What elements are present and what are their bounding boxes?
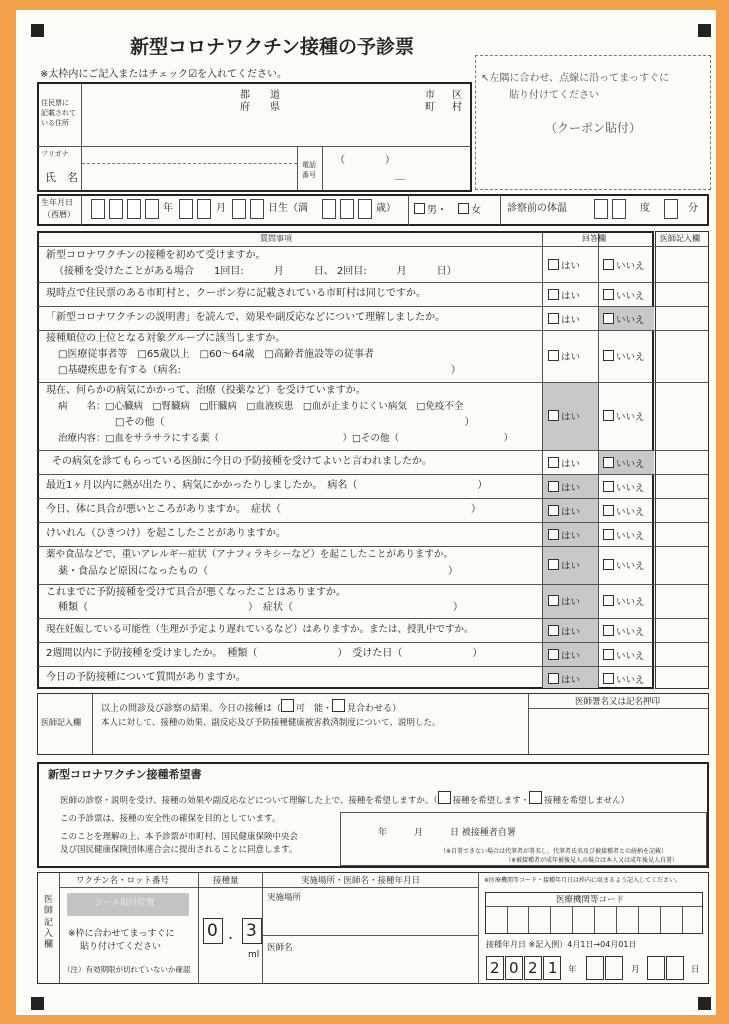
birth-day-digit[interactable] <box>232 199 246 219</box>
no-checkbox[interactable]: いいえ <box>603 595 645 608</box>
yes-checkbox[interactable]: はい <box>548 481 580 494</box>
year-digit: 2 <box>486 956 504 980</box>
no-checkbox[interactable]: いいえ <box>603 313 645 326</box>
question-text: 2週間以内に予防接種を受けましたか。 種類（ ） 受けた日（ ） <box>46 648 483 659</box>
birth-day-digit[interactable] <box>250 199 264 219</box>
day-digit[interactable] <box>666 956 684 980</box>
birth-month-digit[interactable] <box>179 199 193 219</box>
question-text: その病気を診てもらっている医師に今日の予防接種を受けてよいと言われましたか。 <box>52 456 432 467</box>
age-digit[interactable] <box>322 199 336 219</box>
female-checkbox[interactable]: 女 <box>458 203 481 216</box>
doctor-side-label: 医 師 記 入 欄 <box>44 895 54 950</box>
no-checkbox[interactable]: いいえ <box>603 457 645 470</box>
notwant-checkbox[interactable] <box>529 791 542 804</box>
yes-checkbox[interactable]: はい <box>548 673 580 686</box>
birth-year-digit[interactable] <box>127 199 141 219</box>
question-option[interactable]: 種類（ ） 症状（ ） <box>58 602 463 613</box>
yes-checkbox[interactable]: はい <box>548 350 580 363</box>
birth-year-digit[interactable] <box>91 199 105 219</box>
no-checkbox[interactable]: いいえ <box>603 529 645 542</box>
postpone-checkbox[interactable] <box>332 699 345 712</box>
question-option[interactable]: 薬・食品など原因になったもの（ ） <box>58 566 458 577</box>
question-option[interactable]: 病 名：□心臓病 □腎臓病 □肝臓病 □血液疾患 □血が止まりにくい病気 □免疫不全 <box>58 401 464 412</box>
dose-digit: 3 <box>242 918 262 944</box>
registration-mark <box>31 24 44 37</box>
no-checkbox[interactable]: いいえ <box>603 350 645 363</box>
age-digit[interactable] <box>358 199 372 219</box>
coupon-note: 貼り付けてください <box>509 90 599 101</box>
question-text: 新型コロナワクチンの接種を初めて受けますか。 <box>46 250 266 261</box>
age-digit[interactable] <box>340 199 354 219</box>
yes-checkbox[interactable]: はい <box>548 505 580 518</box>
year-digit: 0 <box>505 956 523 980</box>
yes-checkbox[interactable]: はい <box>548 529 580 542</box>
instruction-text: ※太枠内にご記入またはチェック☑を入れてください。 <box>40 69 288 80</box>
question-option[interactable]: □その他（ ） <box>115 417 475 428</box>
phone-field[interactable] <box>325 150 465 188</box>
temp-digit[interactable] <box>594 199 608 219</box>
coupon-label: （クーポン貼付） <box>545 121 642 135</box>
yes-checkbox[interactable]: はい <box>548 595 580 608</box>
yes-checkbox[interactable]: はい <box>548 313 580 326</box>
coupon-note: ↖左隅に合わせ、点線に沿ってまっすぐに <box>481 73 670 84</box>
want-checkbox[interactable] <box>438 791 451 804</box>
registration-mark <box>698 997 711 1010</box>
no-checkbox[interactable]: いいえ <box>603 625 645 638</box>
male-checkbox[interactable]: 男・ <box>414 203 447 216</box>
yes-checkbox[interactable]: はい <box>548 457 580 470</box>
doctor-column <box>655 231 709 689</box>
question-option[interactable]: 治療内容：□血をサラサラにする薬（ ）□その他（ ） <box>58 433 513 444</box>
question-text: 接種順位の上位となる対象グループに該当しますか。 <box>46 333 286 344</box>
question-text: これまでに予防接種を受けて具合が悪くなったことはありますか。 <box>46 587 346 598</box>
no-checkbox[interactable]: いいえ <box>603 289 645 302</box>
no-checkbox[interactable]: いいえ <box>603 673 645 686</box>
year-digit: 1 <box>543 956 561 980</box>
no-checkbox[interactable]: いいえ <box>603 481 645 494</box>
registration-mark <box>698 24 711 37</box>
birth-month-digit[interactable] <box>197 199 211 219</box>
doctor-judgement: 以上の問診及び診察の結果、今日の接種は（ 可 能・ 見合わせる） <box>101 699 401 714</box>
yes-checkbox[interactable]: はい <box>548 625 580 638</box>
yes-checkbox[interactable]: はい <box>548 259 580 272</box>
year-digit: 2 <box>524 956 542 980</box>
page-title: 新型コロナワクチン接種の予診票 <box>130 36 415 58</box>
question-text: 現時点で住民票のある市町村と、クーポン券に記載されている市町村は同じですか。 <box>46 288 426 299</box>
day-digit[interactable] <box>647 956 665 980</box>
possible-checkbox[interactable] <box>281 699 294 712</box>
question-text: （接種を受けたことがある場合 1回目: 月 日、 2回目: 月 日） <box>54 266 457 277</box>
registration-mark <box>31 997 44 1010</box>
yes-checkbox[interactable]: はい <box>548 289 580 302</box>
place-field[interactable] <box>264 906 476 933</box>
birth-year-digit[interactable] <box>109 199 123 219</box>
question-text: 「新型コロナワクチンの説明書」を読んで、効果や副反応などについて理解しましたか。 <box>46 312 446 323</box>
question-option[interactable]: □基礎疾患を有する（病名: ） <box>58 365 461 376</box>
no-checkbox[interactable]: いいえ <box>603 410 645 423</box>
no-checkbox[interactable]: いいえ <box>603 259 645 272</box>
question-text: 薬や食品などで、重いアレルギー症状（アナフィラキシーなど）を起こしたことがありますか。 <box>46 549 453 560</box>
furigana-field[interactable] <box>84 148 294 162</box>
question-text: 現在妊娠している可能性（生理が予定より遅れているなど）はありますか。または、授乳中ですか。 <box>46 624 474 635</box>
birth-year-digit[interactable] <box>145 199 159 219</box>
month-digit[interactable] <box>605 956 623 980</box>
question-text: 今日、体に具合が悪いところがありますか。 症状（ ） <box>46 504 481 515</box>
question-text: 現在、何らかの病気にかかって、治療（投薬など）を受けていますか。 <box>46 385 366 396</box>
dose-digit: 0 <box>203 918 223 944</box>
request-question: 医師の診察・説明を受け、接種の効果や副反応などについて理解した上で、接種を希望しますか。（ 接種を希望します・ 接種を希望しません） <box>60 791 629 806</box>
no-checkbox[interactable]: いいえ <box>603 505 645 518</box>
name-field[interactable] <box>84 166 294 190</box>
question-text: 今日の予防接種について質問がありますか。 <box>46 672 246 683</box>
doctor-signature-field[interactable] <box>531 711 707 752</box>
question-text: 最近1ヶ月以内に熱が出たり、病気にかかったりしましたか。 病名（ ） <box>46 480 488 491</box>
question-option[interactable]: □医療従事者等 □65歳以上 □60〜64歳 □高齢者施設等の従事者 <box>58 349 374 360</box>
question-text: けいれん（ひきつけ）を起こしたことがありますか。 <box>46 528 286 539</box>
facility-code-field[interactable] <box>486 907 702 933</box>
no-checkbox[interactable]: いいえ <box>603 649 645 662</box>
address-field[interactable] <box>84 115 469 143</box>
doctor-name-field[interactable] <box>264 956 476 982</box>
yes-checkbox[interactable]: はい <box>548 559 580 572</box>
month-digit[interactable] <box>586 956 604 980</box>
temp-decimal-digit[interactable] <box>664 199 678 219</box>
temp-digit[interactable] <box>612 199 626 219</box>
yes-checkbox[interactable]: はい <box>548 649 580 662</box>
no-checkbox[interactable]: いいえ <box>603 559 645 572</box>
yes-checkbox[interactable]: はい <box>548 410 580 423</box>
